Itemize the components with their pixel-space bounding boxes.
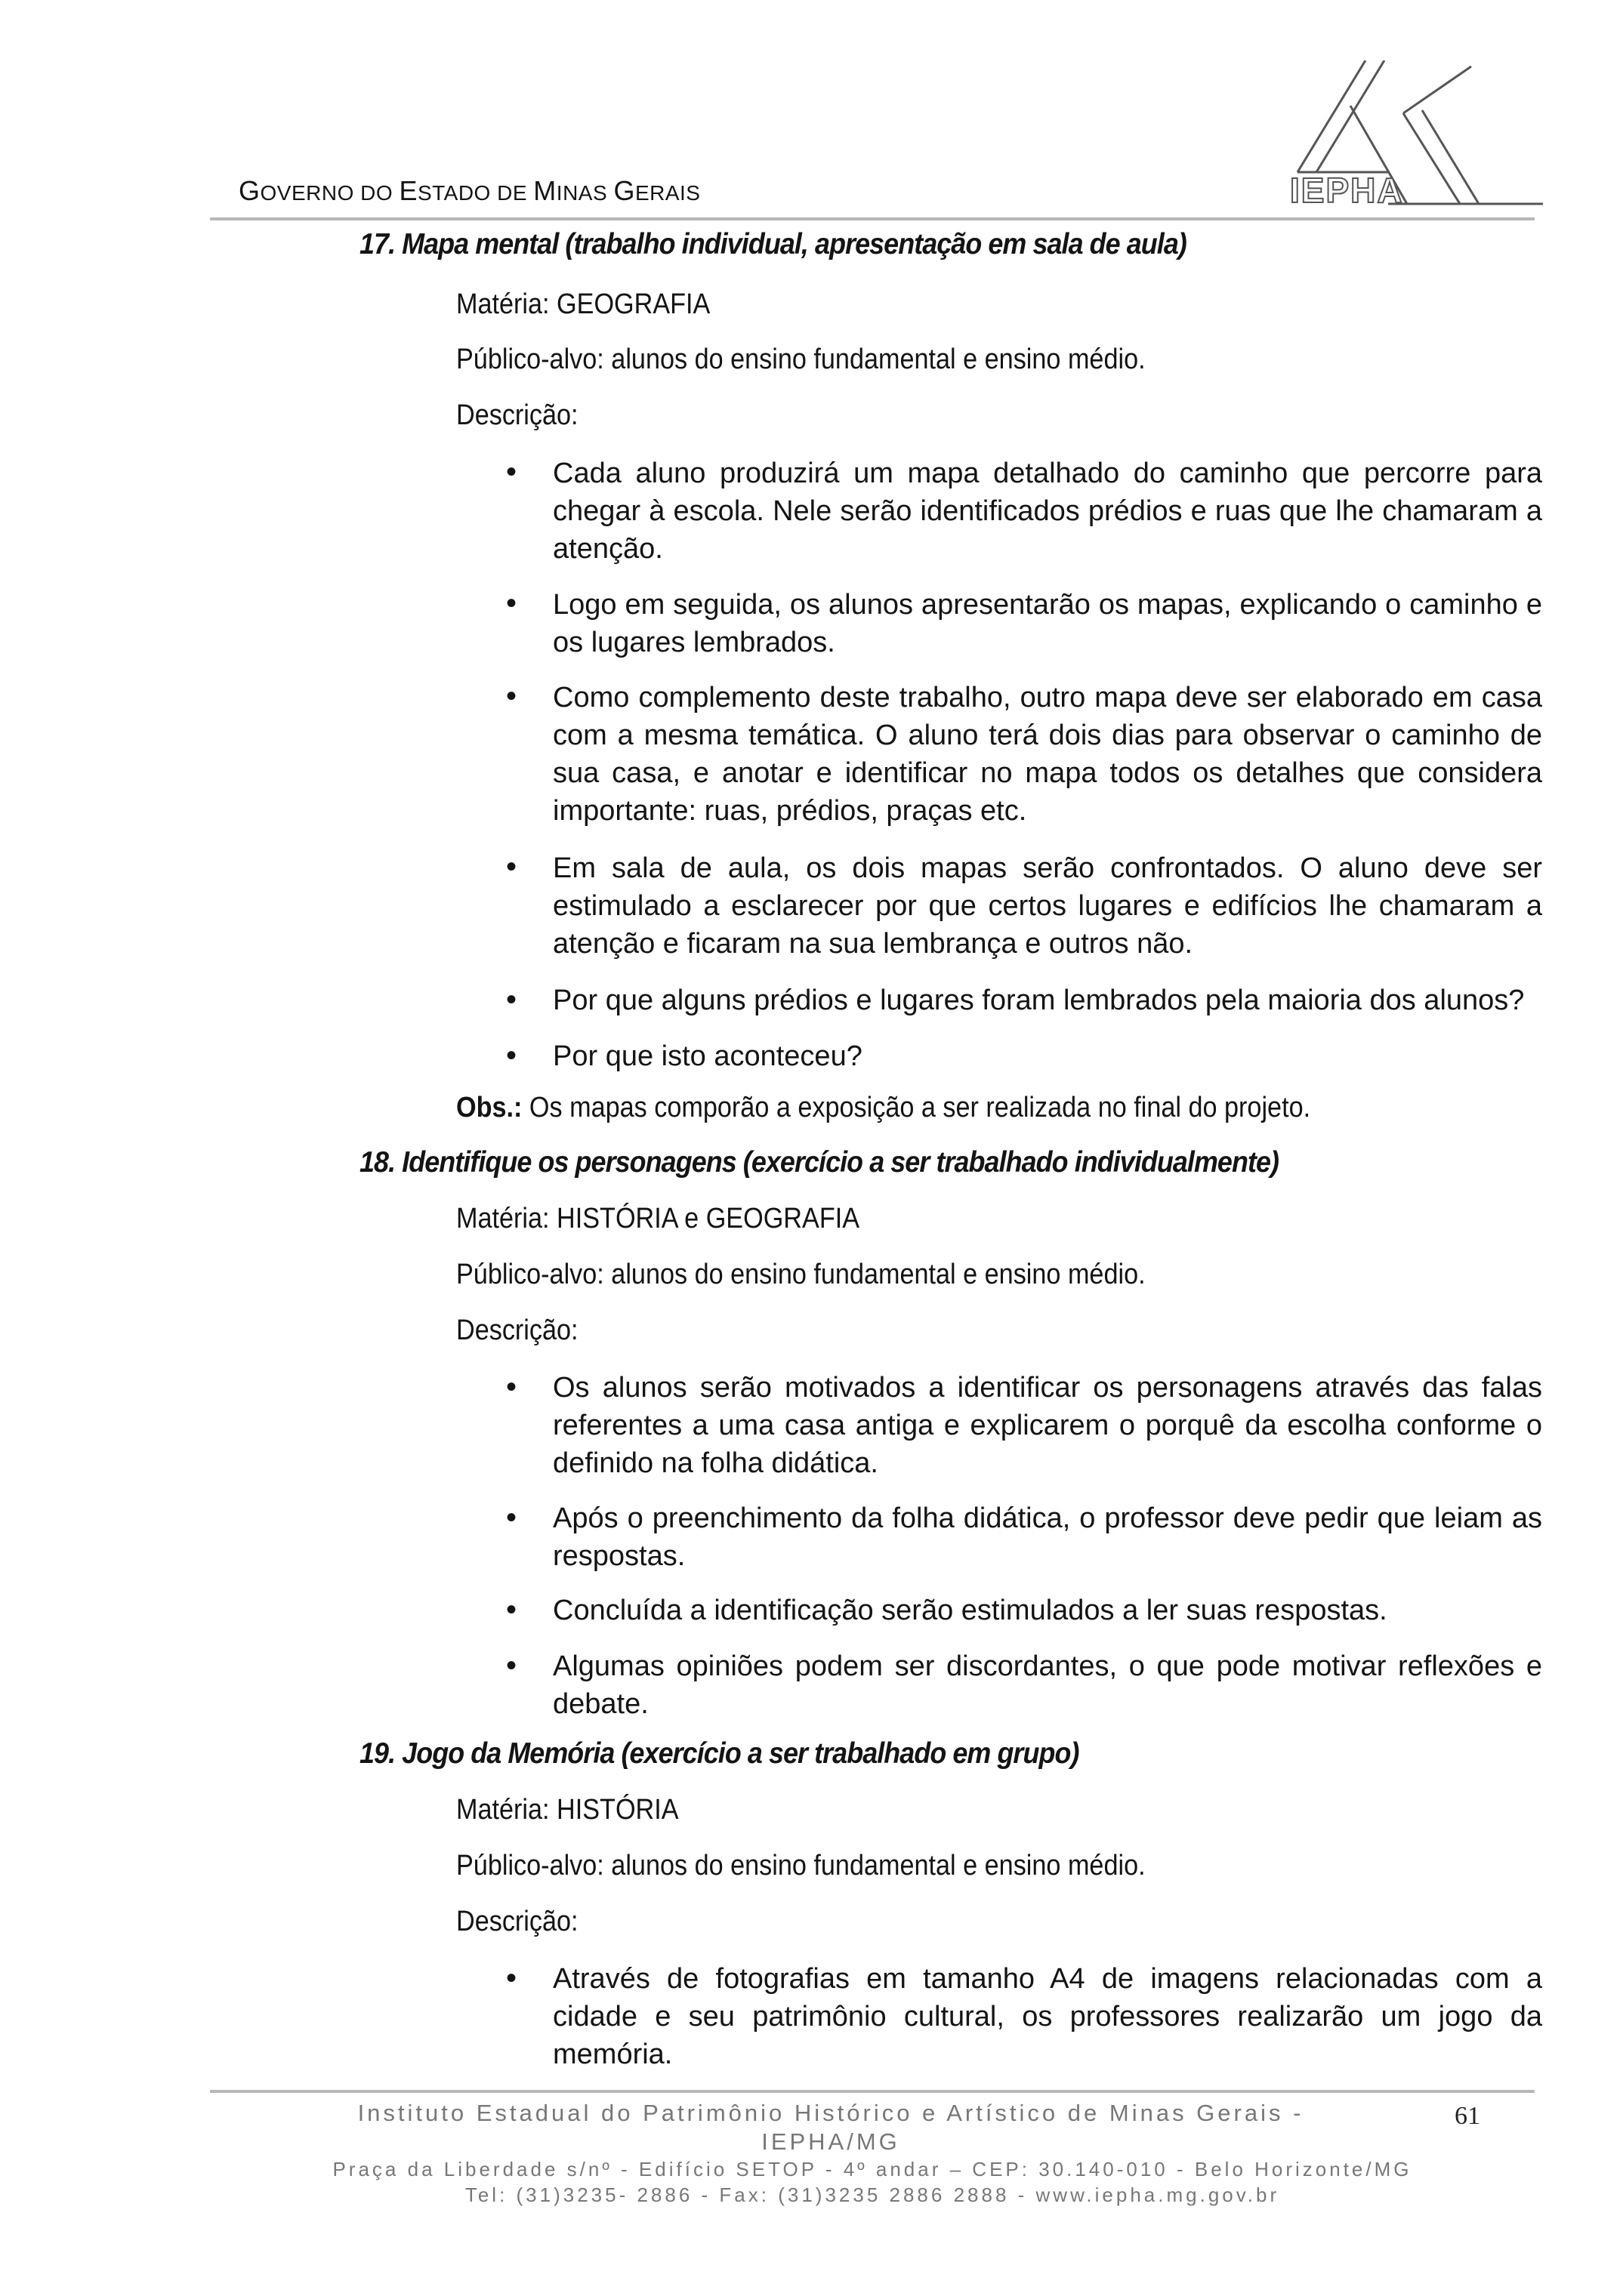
section-19-publico: Público-alvo: alunos do ensino fundamental e ensino médio. bbox=[456, 1850, 1146, 1881]
section-19-descricao-label: Descrição: bbox=[456, 1906, 579, 1937]
bullet-icon: • bbox=[506, 850, 517, 883]
section-19-title: 19. Jogo da Memória (exercício a ser trabalhado em grupo) bbox=[359, 1737, 1079, 1770]
section-17-title: 17. Mapa mental (trabalho individual, apresentação em sala de aula) bbox=[359, 228, 1186, 260]
section-18-bullet-4: Algumas opiniões podem ser discordantes, o que pode motivar reflexões e debate. bbox=[553, 1650, 1542, 1720]
section-17-bullet-5: Por que alguns prédios e lugares foram lembrados pela maioria dos alunos? bbox=[553, 985, 1525, 1016]
section-17-bullet-3: Como complemento deste trabalho, outro mapa deve ser elaborado em casa com a mesma temática. O aluno terá dois dias para observar o caminho de sua casa, e anotar e identificar no mapa todos os detalhes que considera importante: ruas, prédios, praças etc. bbox=[553, 682, 1542, 827]
section-17-bullet-1: Cada aluno produzirá um mapa detalhado do caminho que percorre para chegar à escola. Nele serão identificados prédios e ruas que lhe chamaram a atenção. bbox=[553, 458, 1542, 565]
obs-label: Obs.: bbox=[456, 1092, 523, 1123]
section-17-publico: Público-alvo: alunos do ensino fundamental e ensino médio. bbox=[456, 344, 1146, 375]
section-17-materia: Matéria: GEOGRAFIA bbox=[456, 288, 711, 320]
section-17-obs bbox=[456, 1092, 1310, 1124]
header-divider bbox=[210, 217, 1535, 220]
government-header: GOVERNO DO ESTADO DE MINAS GERAIS bbox=[239, 175, 701, 206]
bullet-icon: • bbox=[506, 1039, 517, 1072]
iepha-logo bbox=[1275, 60, 1547, 215]
section-17-bullet-6: Por que isto aconteceu? bbox=[553, 1040, 862, 1072]
section-18-descricao-label: Descrição: bbox=[456, 1314, 579, 1346]
section-17-descricao-label: Descrição: bbox=[456, 399, 579, 431]
section-18-bullet-1: Os alunos serão motivados a identificar os personagens através das falas referentes a uma casa antiga e explicarem o porquê da escolha conforme o definido na folha didática. bbox=[553, 1372, 1542, 1479]
section-19-materia: Matéria: HISTÓRIA bbox=[456, 1794, 679, 1826]
bullet-icon: • bbox=[506, 680, 517, 713]
section-18-bullet-3: Concluída a identificação serão estimulados a ler suas respostas. bbox=[553, 1595, 1387, 1626]
bullet-icon: • bbox=[506, 587, 517, 620]
logo-text: IEPHA bbox=[1290, 171, 1404, 210]
bullet-icon: • bbox=[506, 1649, 517, 1682]
footer-divider bbox=[210, 2090, 1535, 2093]
page-number: 61 bbox=[1455, 2102, 1480, 2130]
section-18-bullet-2: Após o preenchimento da folha didática, o professor deve pedir que leiam as respostas. bbox=[553, 1502, 1542, 1572]
section-18-title: 18. Identifique os personagens (exercício a ser trabalhado individualmente) bbox=[359, 1146, 1279, 1179]
section-19-bullet-1: Através de fotografias em tamanho A4 de imagens relacionadas com a cidade e seu patrimônio cultural, os professores realizarão um jogo da memória. bbox=[553, 1963, 1542, 2070]
bullet-icon: • bbox=[506, 1593, 517, 1626]
bullet-icon: • bbox=[506, 1370, 517, 1404]
footer-contact: Tel: (31)3235- 2886 - Fax: (31)3235 2886 2888 - www.iepha.mg.gov.br bbox=[464, 2184, 1280, 2206]
footer-institute: Instituto Estadual do Patrimônio Histórico e Artístico de Minas Gerais - IEPHA/MG bbox=[357, 2100, 1304, 2155]
bullet-icon: • bbox=[506, 1501, 517, 1534]
bullet-icon: • bbox=[506, 455, 517, 488]
section-17-bullet-4: Em sala de aula, os dois mapas serão confrontados. O aluno deve ser estimulado a esclarecer por que certos lugares e edifícios lhe chamaram a atenção e ficaram na sua lembrança e outros não. bbox=[553, 852, 1542, 960]
section-18-publico: Público-alvo: alunos do ensino fundamental e ensino médio. bbox=[456, 1259, 1146, 1290]
section-18-materia: Matéria: HISTÓRIA e GEOGRAFIA bbox=[456, 1203, 860, 1234]
bullet-icon: • bbox=[506, 1962, 517, 1995]
footer-address: Praça da Liberdade s/nº - Edifício SETOP - 4º andar – CEP: 30.140-010 - Belo Horizonte/MG bbox=[332, 2158, 1412, 2180]
section-17-bullet-2: Logo em seguida, os alunos apresentarão os mapas, explicando o caminho e os lugares lembrados. bbox=[553, 589, 1542, 658]
bullet-icon: • bbox=[506, 983, 517, 1016]
obs-text: Os mapas comporão a exposição a ser realizada no final do projeto. bbox=[522, 1092, 1311, 1123]
